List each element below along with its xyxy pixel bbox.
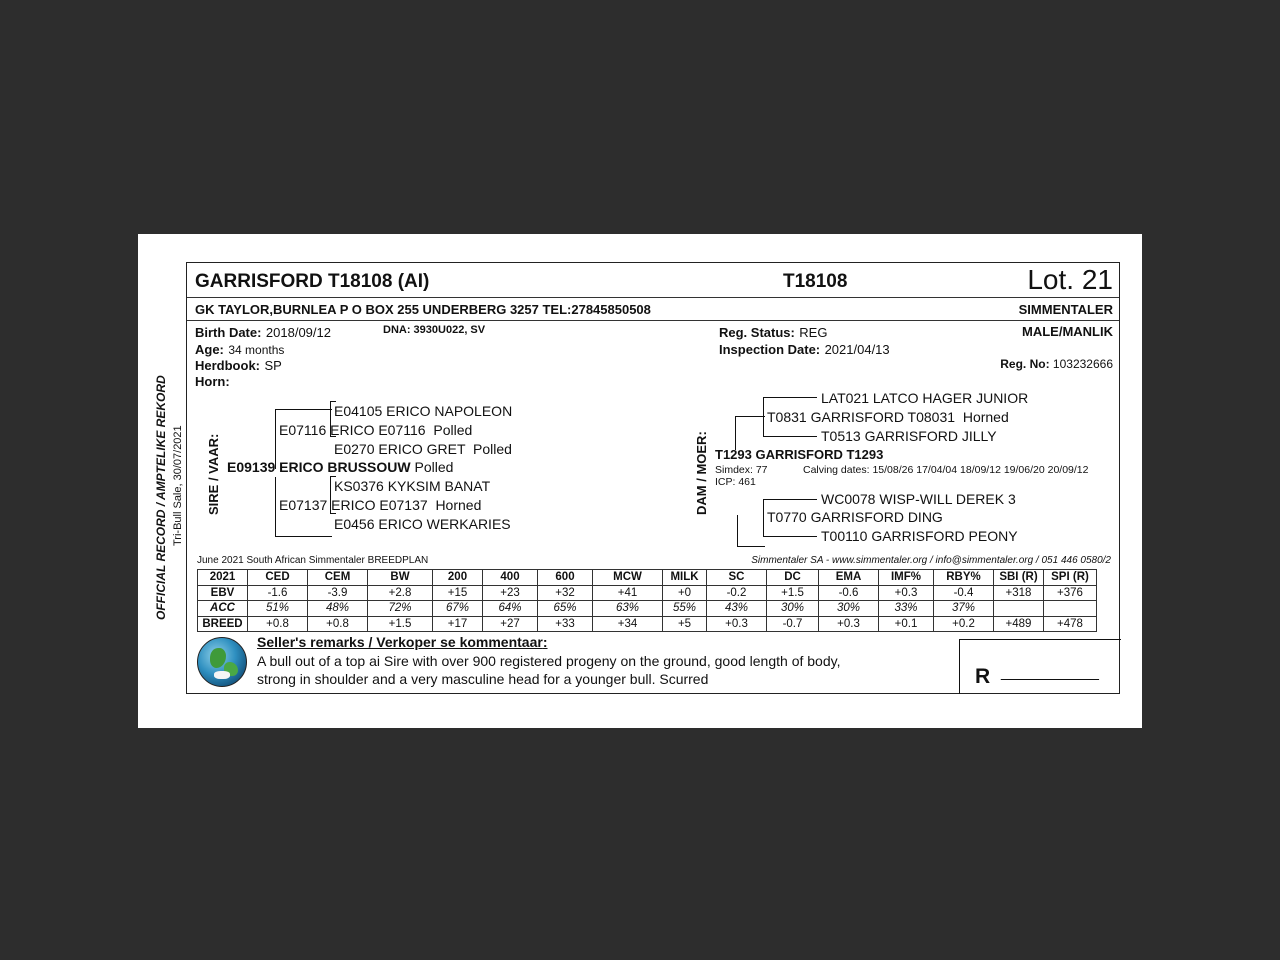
- remarks-line-2: strong in shoulder and a very masculine head for a younger bull. Scurred: [257, 671, 709, 687]
- sire-sire-name: E07116 ERICO E07116: [279, 422, 426, 438]
- age-value: 34 months: [228, 343, 285, 357]
- animal-name: GARRISFORD T18108 (AI): [195, 271, 430, 292]
- ebv-cell: +376: [1044, 585, 1097, 601]
- breed-label: SIMMENTALER: [1018, 302, 1113, 317]
- sire-horn: Polled: [414, 459, 454, 475]
- sire-dam-sire: KS0376 KYKSIM BANAT: [334, 478, 491, 494]
- ebv-cell: +0.3: [707, 616, 767, 632]
- dam-sire-horn: Horned: [962, 409, 1009, 425]
- ebv-cell: -0.6: [819, 585, 879, 601]
- official-record-label: OFFICIAL RECORD / AMPTELIKE REKORD: [154, 375, 168, 620]
- animal-id: T18108: [783, 271, 848, 292]
- horn-label: Horn:: [195, 374, 230, 389]
- sire-sire-dam-name: E0270 ERICO GRET: [334, 441, 466, 457]
- globe-logo-icon: [197, 637, 247, 687]
- dam-sire-dam: T0513 GARRISFORD JILLY: [821, 428, 997, 444]
- ebv-header-cell: SBI (R): [994, 570, 1044, 586]
- ebv-cell: 51%: [248, 601, 308, 617]
- ebv-cell: 64%: [483, 601, 538, 617]
- ebv-row-label: EBV: [198, 585, 248, 601]
- ebv-header-cell: IMF%: [879, 570, 934, 586]
- ebv-cell: +15: [433, 585, 483, 601]
- sire-name-text: E09139 ERICO BRUSSOUW: [227, 459, 411, 475]
- ebv-cell: 48%: [308, 601, 368, 617]
- sire-sire-dam: [334, 441, 512, 457]
- dam-dam: T0770 GARRISFORD DING: [767, 509, 943, 525]
- ebv-cell: +489: [994, 616, 1044, 632]
- sire-sire-horn: Polled: [433, 422, 473, 438]
- price-box-top: [959, 639, 1121, 640]
- dam-name: T1293 GARRISFORD T1293: [715, 447, 884, 462]
- dam-tree-upper: [735, 416, 765, 450]
- dam-sire-sire: LAT021 LATCO HAGER JUNIOR: [821, 390, 1029, 406]
- dna-info: DNA: 3930U022, SV: [383, 324, 486, 336]
- breedplan-note: June 2021 South African Simmentaler BREEDPLAN: [197, 555, 429, 566]
- ebv-header-cell: MCW: [593, 570, 663, 586]
- contact-note: Simmentaler SA - www.simmentaler.org / info@simmentaler.org / 051 446 0580/2: [751, 555, 1111, 566]
- ebv-cell: [1044, 601, 1097, 617]
- sire-dam-horn: Horned: [435, 497, 482, 513]
- ebv-cell: -0.4: [934, 585, 994, 601]
- inspection-date-label: Inspection Date:: [719, 342, 821, 357]
- ebv-header-cell: SPI (R): [1044, 570, 1097, 586]
- remarks-line-1: A bull out of a top ai Sire with over 900 registered progeny on the ground, good length of body,: [257, 653, 841, 669]
- ebv-cell: +318: [994, 585, 1044, 601]
- ebv-cell: +2.8: [368, 585, 433, 601]
- ebv-cell: 33%: [879, 601, 934, 617]
- ebv-table: [197, 569, 1097, 632]
- herdbook: [195, 357, 282, 375]
- sex-label: MALE/MANLIK: [1022, 324, 1113, 339]
- ebv-cell: +5: [663, 616, 707, 632]
- ebv-cell: +0: [663, 585, 707, 601]
- ebv-cell: +33: [538, 616, 593, 632]
- ebv-row-label: ACC: [198, 601, 248, 617]
- sire-dam-name: E07137 ERICO E07137: [279, 497, 428, 513]
- sire-dam: [279, 497, 481, 513]
- dam-sire-name: T0831 GARRISFORD T08031: [767, 409, 956, 425]
- ebv-header-cell: CEM: [308, 570, 368, 586]
- reg-number-label: Reg. No:: [1000, 357, 1050, 371]
- reg-number: [1000, 357, 1113, 371]
- ebv-cell: +0.1: [879, 616, 934, 632]
- ebv-cell: -3.9: [308, 585, 368, 601]
- ebv-header-cell: 400: [483, 570, 538, 586]
- inspection-date: [719, 341, 890, 359]
- sire-sire-dam-horn: Polled: [473, 441, 512, 457]
- dam-icp: ICP: 461: [715, 476, 756, 488]
- ebv-cell: 30%: [819, 601, 879, 617]
- ebv-cell: 30%: [767, 601, 819, 617]
- ebv-cell: +1.5: [368, 616, 433, 632]
- ebv-cell: +34: [593, 616, 663, 632]
- ebv-cell: 43%: [707, 601, 767, 617]
- reg-status: [719, 324, 827, 342]
- dam-calving-dates: Calving dates: 15/08/26 17/04/04 18/09/12 19/06/20 20/09/12: [803, 464, 1089, 476]
- ebv-row-breed: [198, 616, 1097, 632]
- inspection-date-value: 2021/04/13: [824, 342, 890, 357]
- ebv-cell: [994, 601, 1044, 617]
- ebv-cell: +32: [538, 585, 593, 601]
- ebv-cell: +0.3: [819, 616, 879, 632]
- ebv-row-ebv: [198, 585, 1097, 601]
- remarks-title-text: Seller's remarks / Verkoper se kommentaar: [257, 634, 543, 650]
- age-label: Age:: [195, 342, 224, 357]
- price-blank-field: ___________: [1001, 664, 1099, 681]
- ebv-cell: +17: [433, 616, 483, 632]
- ebv-row-label: BREED: [198, 616, 248, 632]
- dam-dam-sire: WC0078 WISP-WILL DEREK 3: [821, 491, 1016, 507]
- ebv-row-acc: [198, 601, 1097, 617]
- sire-sire-sire: E04105 ERICO NAPOLEON: [334, 403, 513, 419]
- sale-date-label: Tri-Bull Sale, 30/07/2021: [172, 425, 184, 546]
- ebv-cell: -1.6: [248, 585, 308, 601]
- ebv-cell: +23: [483, 585, 538, 601]
- ebv-header-cell: RBY%: [934, 570, 994, 586]
- lot-number: Lot. 21: [1027, 264, 1113, 295]
- ebv-header-cell: 2021: [198, 570, 248, 586]
- birth-date: [195, 324, 331, 342]
- reg-status-label: Reg. Status:: [719, 325, 795, 340]
- ebv-cell: +27: [483, 616, 538, 632]
- ebv-header-cell: EMA: [819, 570, 879, 586]
- remarks-title: Seller's remarks / Verkoper se kommentaar:: [257, 634, 548, 650]
- ebv-cell: +0.8: [248, 616, 308, 632]
- ebv-cell: 67%: [433, 601, 483, 617]
- dam-label: DAM / MOER:: [694, 431, 709, 515]
- reg-status-value: REG: [799, 325, 828, 340]
- ebv-cell: +0.8: [308, 616, 368, 632]
- ebv-header-cell: SC: [707, 570, 767, 586]
- ebv-cell: 65%: [538, 601, 593, 617]
- price-currency: R: [975, 665, 991, 688]
- ebv-header-cell: DC: [767, 570, 819, 586]
- ebv-cell: 63%: [593, 601, 663, 617]
- dam-tree-lower: [737, 515, 765, 547]
- dam-dam-dam: T00110 GARRISFORD PEONY: [821, 528, 1018, 544]
- dam-simdex: Simdex: 77: [715, 464, 768, 476]
- ebv-header-cell: 200: [433, 570, 483, 586]
- ebv-cell: 55%: [663, 601, 707, 617]
- ebv-table-body: [198, 570, 1097, 632]
- ebv-header-cell: CED: [248, 570, 308, 586]
- sire-name: [227, 459, 453, 475]
- ebv-header-cell: 600: [538, 570, 593, 586]
- dam-sire: [767, 409, 1009, 425]
- sale-card-sheet: [138, 234, 1142, 728]
- owner-divider: [187, 320, 1119, 321]
- sire-label: SIRE / VAAR:: [206, 433, 221, 515]
- ebv-cell: 72%: [368, 601, 433, 617]
- ebv-header-row: [198, 570, 1097, 586]
- ebv-header-cell: MILK: [663, 570, 707, 586]
- herdbook-label: Herdbook:: [195, 358, 260, 373]
- ebv-cell: -0.2: [707, 585, 767, 601]
- lot-card: [186, 262, 1120, 694]
- owner-info: GK TAYLOR,BURNLEA P O BOX 255 UNDERBERG 3257 TEL:27845850508: [195, 302, 651, 317]
- ebv-cell: +0.3: [879, 585, 934, 601]
- ebv-cell: +1.5: [767, 585, 819, 601]
- ebv-cell: +478: [1044, 616, 1097, 632]
- ebv-cell: 37%: [934, 601, 994, 617]
- sire-dam-dam: E0456 ERICO WERKARIES: [334, 516, 511, 532]
- birth-date-label: Birth Date:: [195, 325, 262, 340]
- herdbook-value: SP: [264, 358, 282, 373]
- ebv-cell: +0.2: [934, 616, 994, 632]
- reg-number-value: 103232666: [1052, 357, 1113, 371]
- ebv-header-cell: BW: [368, 570, 433, 586]
- header-divider: [187, 297, 1119, 298]
- ebv-cell: -0.7: [767, 616, 819, 632]
- birth-date-value: 2018/09/12: [265, 325, 331, 340]
- ebv-cell: +41: [593, 585, 663, 601]
- price-box-divider: [959, 639, 960, 694]
- sire-sire: [279, 422, 472, 438]
